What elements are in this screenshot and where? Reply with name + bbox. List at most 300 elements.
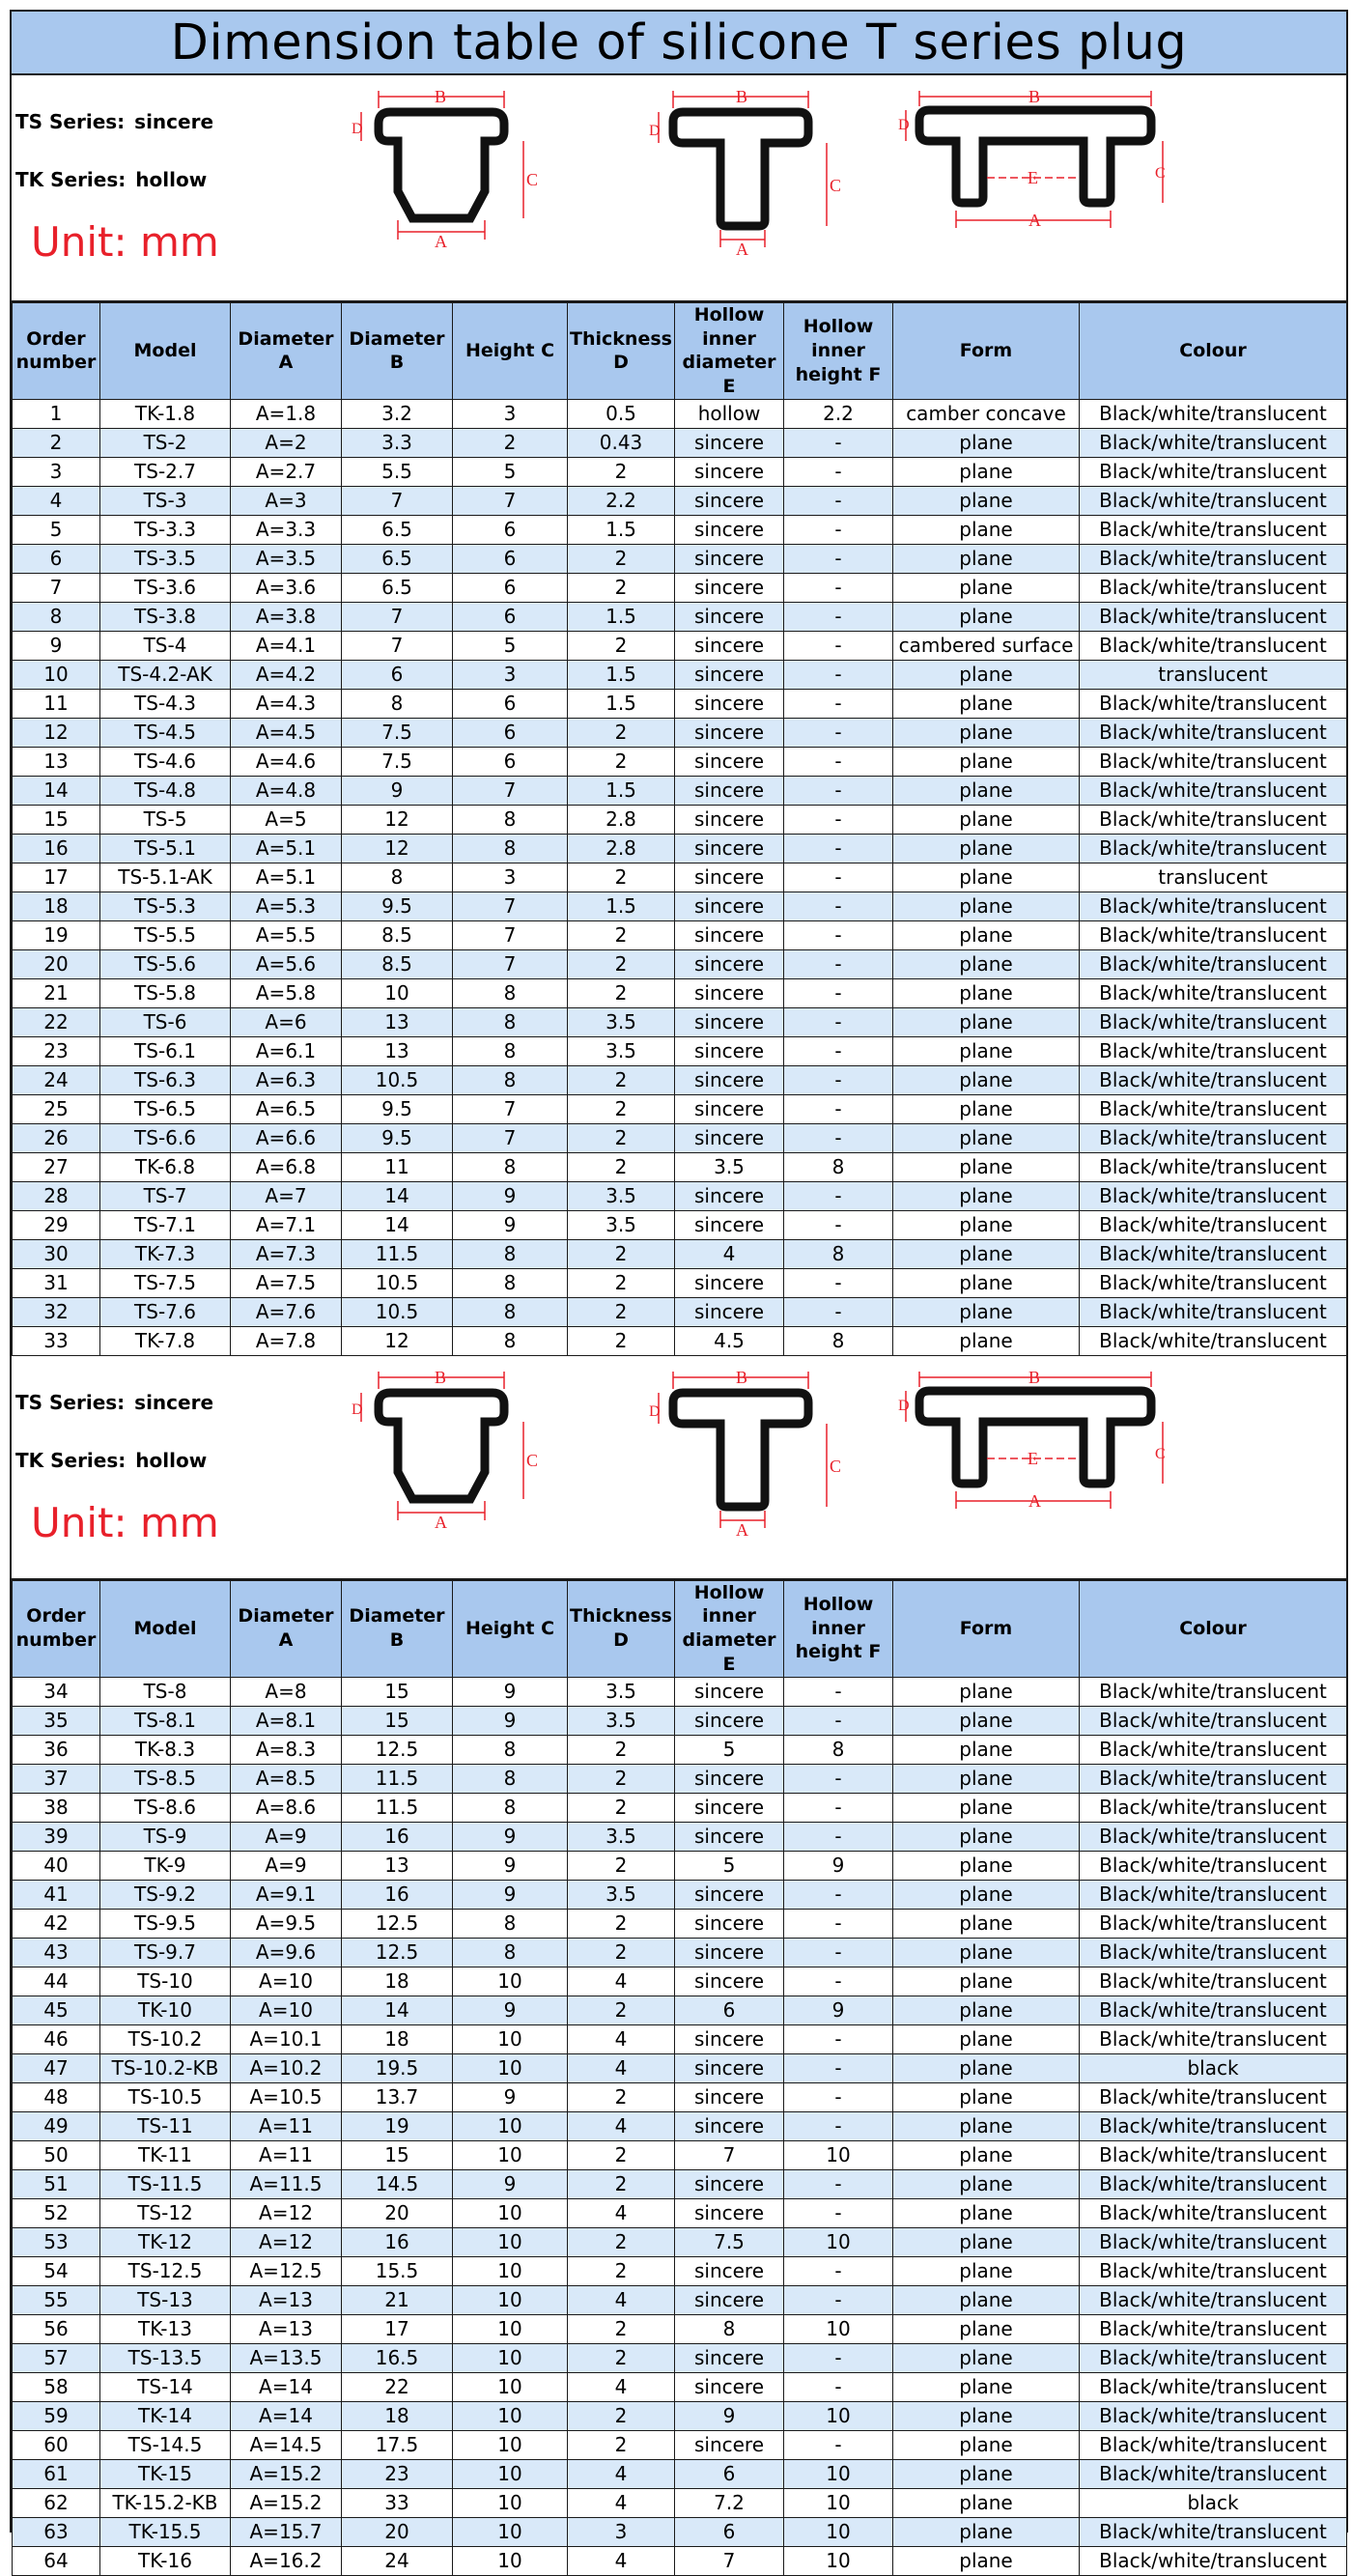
cell-hollow-inner-height-f: - bbox=[784, 689, 893, 718]
cell-thickness-d: 2 bbox=[568, 1239, 675, 1268]
cell-hollow-inner-diameter-e: sincere bbox=[675, 1967, 784, 1996]
cell-model: TK-6.8 bbox=[100, 1152, 231, 1181]
cell-form: plane bbox=[893, 2459, 1080, 2488]
cell-colour: Black/white/translucent bbox=[1080, 1822, 1347, 1851]
cell-diameter-b: 7.5 bbox=[342, 747, 453, 776]
cell-diameter-b: 13 bbox=[342, 1036, 453, 1065]
cell-colour: Black/white/translucent bbox=[1080, 2227, 1347, 2256]
cell-order-number: 27 bbox=[13, 1152, 100, 1181]
cell-order-number: 45 bbox=[13, 1996, 100, 2024]
table-row bbox=[13, 718, 1347, 747]
cell-order-number: 37 bbox=[13, 1764, 100, 1793]
cell-order-number: 6 bbox=[13, 544, 100, 573]
cell-form: plane bbox=[893, 602, 1080, 631]
cell-form: plane bbox=[893, 2285, 1080, 2314]
cell-hollow-inner-height-f: - bbox=[784, 834, 893, 863]
cell-diameter-a: A=13.5 bbox=[231, 2343, 342, 2372]
cell-diameter-b: 23 bbox=[342, 2459, 453, 2488]
cell-diameter-a: A=12 bbox=[231, 2198, 342, 2227]
cell-height-c: 8 bbox=[453, 1909, 568, 1938]
cell-diameter-a: A=14.5 bbox=[231, 2430, 342, 2459]
cell-thickness-d: 2 bbox=[568, 2256, 675, 2285]
cell-height-c: 8 bbox=[453, 1793, 568, 1822]
cell-model: TK-7.3 bbox=[100, 1239, 231, 1268]
cell-hollow-inner-diameter-e: 6 bbox=[675, 2517, 784, 2546]
cell-diameter-a: A=6.6 bbox=[231, 1123, 342, 1152]
cell-hollow-inner-diameter-e: sincere bbox=[675, 892, 784, 920]
cell-colour: Black/white/translucent bbox=[1080, 573, 1347, 602]
cell-order-number: 14 bbox=[13, 776, 100, 805]
cell-hollow-inner-diameter-e: 6 bbox=[675, 1996, 784, 2024]
cell-thickness-d: 2 bbox=[568, 718, 675, 747]
cell-diameter-a: A=14 bbox=[231, 2372, 342, 2401]
cell-form: camber concave bbox=[893, 399, 1080, 428]
dim-label-b-2: B bbox=[736, 1367, 748, 1387]
cell-model: TS-2.7 bbox=[100, 457, 231, 486]
cell-colour: Black/white/translucent bbox=[1080, 689, 1347, 718]
dim-label-e: E bbox=[1028, 168, 1038, 187]
cell-thickness-d: 4 bbox=[568, 2024, 675, 2053]
cell-hollow-inner-height-f: - bbox=[784, 1210, 893, 1239]
cell-model: TS-13.5 bbox=[100, 2343, 231, 2372]
cell-hollow-inner-diameter-e: sincere bbox=[675, 2169, 784, 2198]
cell-hollow-inner-height-f: 2.2 bbox=[784, 399, 893, 428]
cell-hollow-inner-diameter-e: 5 bbox=[675, 1851, 784, 1880]
cell-form: plane bbox=[893, 1764, 1080, 1793]
cell-hollow-inner-height-f: - bbox=[784, 863, 893, 892]
cell-hollow-inner-diameter-e: sincere bbox=[675, 2430, 784, 2459]
cell-hollow-inner-height-f: 10 bbox=[784, 2488, 893, 2517]
cell-model: TS-9 bbox=[100, 1822, 231, 1851]
cell-order-number: 61 bbox=[13, 2459, 100, 2488]
cell-colour: Black/white/translucent bbox=[1080, 2372, 1347, 2401]
cell-hollow-inner-height-f: - bbox=[784, 1677, 893, 1706]
cell-hollow-inner-diameter-e: 5 bbox=[675, 1735, 784, 1764]
cell-diameter-b: 6.5 bbox=[342, 573, 453, 602]
cell-hollow-inner-height-f: - bbox=[784, 602, 893, 631]
cell-form: plane bbox=[893, 2227, 1080, 2256]
table-row bbox=[13, 2401, 1347, 2430]
cell-order-number: 38 bbox=[13, 1793, 100, 1822]
cell-form: plane bbox=[893, 689, 1080, 718]
cell-order-number: 3 bbox=[13, 457, 100, 486]
cell-model: TS-7 bbox=[100, 1181, 231, 1210]
cell-height-c: 10 bbox=[453, 2430, 568, 2459]
cell-height-c: 10 bbox=[453, 2024, 568, 2053]
cell-order-number: 11 bbox=[13, 689, 100, 718]
cell-colour: Black/white/translucent bbox=[1080, 2285, 1347, 2314]
table-row bbox=[13, 805, 1347, 834]
cell-hollow-inner-diameter-e: sincere bbox=[675, 544, 784, 573]
cell-hollow-inner-height-f: - bbox=[784, 2053, 893, 2082]
table-row bbox=[13, 747, 1347, 776]
cell-diameter-a: A=3.8 bbox=[231, 602, 342, 631]
cell-height-c: 9 bbox=[453, 1822, 568, 1851]
cell-thickness-d: 4 bbox=[568, 2546, 675, 2575]
cell-hollow-inner-height-f: - bbox=[784, 660, 893, 689]
cell-hollow-inner-height-f: 10 bbox=[784, 2140, 893, 2169]
cell-model: TS-5.5 bbox=[100, 920, 231, 949]
cell-hollow-inner-diameter-e: 4 bbox=[675, 1239, 784, 1268]
cell-diameter-a: A=7 bbox=[231, 1181, 342, 1210]
cell-diameter-b: 18 bbox=[342, 1967, 453, 1996]
cell-diameter-a: A=9.6 bbox=[231, 1938, 342, 1967]
header-hollow-inner-diameter-e: Hollow inner diameter E bbox=[675, 1580, 784, 1677]
table-row bbox=[13, 660, 1347, 689]
cell-height-c: 10 bbox=[453, 2256, 568, 2285]
cell-diameter-a: A=13 bbox=[231, 2285, 342, 2314]
cell-hollow-inner-height-f: - bbox=[784, 515, 893, 544]
cell-hollow-inner-height-f: 10 bbox=[784, 2401, 893, 2430]
cell-model: TS-3 bbox=[100, 486, 231, 515]
cell-colour: Black/white/translucent bbox=[1080, 1909, 1347, 1938]
cell-colour: Black/white/translucent bbox=[1080, 1181, 1347, 1210]
cell-model: TS-5.3 bbox=[100, 892, 231, 920]
ts-series-label: TS Series: bbox=[15, 1390, 126, 1414]
dim-label-c-3: C bbox=[1155, 165, 1166, 182]
cell-hollow-inner-diameter-e: sincere bbox=[675, 1123, 784, 1152]
cell-colour: Black/white/translucent bbox=[1080, 1793, 1347, 1822]
dim-label-b-3: B bbox=[1028, 87, 1041, 106]
cell-model: TS-10.2 bbox=[100, 2024, 231, 2053]
cell-model: TK-15.5 bbox=[100, 2517, 231, 2546]
cell-thickness-d: 2 bbox=[568, 2082, 675, 2111]
cell-order-number: 62 bbox=[13, 2488, 100, 2517]
cell-diameter-a: A=11 bbox=[231, 2140, 342, 2169]
dimension-sheet bbox=[10, 10, 1348, 2572]
cell-diameter-a: A=6.1 bbox=[231, 1036, 342, 1065]
cell-hollow-inner-height-f: - bbox=[784, 718, 893, 747]
cell-form: plane bbox=[893, 1706, 1080, 1735]
cell-hollow-inner-height-f: - bbox=[784, 573, 893, 602]
cell-diameter-a: A=4.5 bbox=[231, 718, 342, 747]
cell-colour: Black/white/translucent bbox=[1080, 1065, 1347, 1094]
cell-hollow-inner-height-f: - bbox=[784, 1181, 893, 1210]
table-row bbox=[13, 1210, 1347, 1239]
cell-height-c: 7 bbox=[453, 486, 568, 515]
cell-colour: Black/white/translucent bbox=[1080, 2082, 1347, 2111]
cell-colour: Black/white/translucent bbox=[1080, 2111, 1347, 2140]
cell-diameter-a: A=2 bbox=[231, 428, 342, 457]
cell-model: TK-13 bbox=[100, 2314, 231, 2343]
cell-colour: Black/white/translucent bbox=[1080, 2517, 1347, 2546]
cell-order-number: 12 bbox=[13, 718, 100, 747]
cell-diameter-b: 20 bbox=[342, 2198, 453, 2227]
cell-hollow-inner-diameter-e: sincere bbox=[675, 1268, 784, 1297]
cell-hollow-inner-diameter-e: sincere bbox=[675, 2082, 784, 2111]
cell-colour: Black/white/translucent bbox=[1080, 834, 1347, 863]
cell-diameter-a: A=4.1 bbox=[231, 631, 342, 660]
cell-diameter-b: 8.5 bbox=[342, 949, 453, 978]
cell-model: TS-6.1 bbox=[100, 1036, 231, 1065]
table-row bbox=[13, 2198, 1347, 2227]
cell-hollow-inner-diameter-e: sincere bbox=[675, 1036, 784, 1065]
cell-model: TS-10.5 bbox=[100, 2082, 231, 2111]
cell-diameter-a: A=4.6 bbox=[231, 747, 342, 776]
cell-order-number: 13 bbox=[13, 747, 100, 776]
cell-model: TS-4.6 bbox=[100, 747, 231, 776]
dim-label-d-2: D bbox=[649, 1402, 661, 1420]
cell-diameter-a: A=11.5 bbox=[231, 2169, 342, 2198]
cell-colour: Black/white/translucent bbox=[1080, 428, 1347, 457]
cell-thickness-d: 2 bbox=[568, 1094, 675, 1123]
cell-thickness-d: 2 bbox=[568, 1764, 675, 1793]
cell-thickness-d: 2 bbox=[568, 2314, 675, 2343]
cell-form: plane bbox=[893, 2053, 1080, 2082]
cell-diameter-b: 12 bbox=[342, 834, 453, 863]
cell-diameter-a: A=2.7 bbox=[231, 457, 342, 486]
cell-colour: Black/white/translucent bbox=[1080, 1851, 1347, 1880]
dim-label-b-2: B bbox=[736, 87, 748, 106]
cell-form: plane bbox=[893, 1735, 1080, 1764]
cell-hollow-inner-height-f: - bbox=[784, 1268, 893, 1297]
cell-hollow-inner-diameter-e: sincere bbox=[675, 834, 784, 863]
table-row bbox=[13, 2372, 1347, 2401]
cell-form: plane bbox=[893, 1996, 1080, 2024]
cell-hollow-inner-height-f: - bbox=[784, 1123, 893, 1152]
table-row bbox=[13, 515, 1347, 544]
cell-form: plane bbox=[893, 2256, 1080, 2285]
cell-diameter-b: 19.5 bbox=[342, 2053, 453, 2082]
cell-thickness-d: 2 bbox=[568, 1735, 675, 1764]
ts-series-value: sincere bbox=[134, 110, 214, 133]
cell-hollow-inner-height-f: - bbox=[784, 1967, 893, 1996]
cell-hollow-inner-diameter-e: sincere bbox=[675, 1677, 784, 1706]
cell-diameter-b: 21 bbox=[342, 2285, 453, 2314]
cell-colour: Black/white/translucent bbox=[1080, 631, 1347, 660]
cell-hollow-inner-diameter-e: sincere bbox=[675, 1007, 784, 1036]
cell-model: TS-4 bbox=[100, 631, 231, 660]
cell-order-number: 22 bbox=[13, 1007, 100, 1036]
cell-diameter-a: A=5.5 bbox=[231, 920, 342, 949]
cell-hollow-inner-diameter-e: sincere bbox=[675, 2285, 784, 2314]
table-row bbox=[13, 1094, 1347, 1123]
cell-height-c: 6 bbox=[453, 747, 568, 776]
cell-form: plane bbox=[893, 457, 1080, 486]
cell-model: TS-6.6 bbox=[100, 1123, 231, 1152]
cell-form: plane bbox=[893, 544, 1080, 573]
table-row bbox=[13, 2546, 1347, 2575]
cell-hollow-inner-diameter-e: sincere bbox=[675, 1706, 784, 1735]
cell-height-c: 5 bbox=[453, 457, 568, 486]
cell-form: plane bbox=[893, 573, 1080, 602]
unit-label: Unit: mm bbox=[31, 218, 219, 266]
cell-form: plane bbox=[893, 1123, 1080, 1152]
cell-thickness-d: 4 bbox=[568, 2459, 675, 2488]
table-row bbox=[13, 1764, 1347, 1793]
cell-colour: Black/white/translucent bbox=[1080, 920, 1347, 949]
cell-form: plane bbox=[893, 660, 1080, 689]
cell-order-number: 51 bbox=[13, 2169, 100, 2198]
cell-hollow-inner-height-f: - bbox=[784, 747, 893, 776]
dim-label-c: C bbox=[526, 170, 539, 189]
cell-height-c: 8 bbox=[453, 1065, 568, 1094]
cell-diameter-a: A=7.5 bbox=[231, 1268, 342, 1297]
cell-order-number: 34 bbox=[13, 1677, 100, 1706]
cell-colour: Black/white/translucent bbox=[1080, 1036, 1347, 1065]
cell-order-number: 59 bbox=[13, 2401, 100, 2430]
dim-label-a-3: A bbox=[1028, 1490, 1041, 1511]
cell-diameter-a: A=9.5 bbox=[231, 1909, 342, 1938]
table-row bbox=[13, 2459, 1347, 2488]
cell-model: TK-15.2-KB bbox=[100, 2488, 231, 2517]
cell-hollow-inner-diameter-e: sincere bbox=[675, 1822, 784, 1851]
cell-order-number: 30 bbox=[13, 1239, 100, 1268]
table-row bbox=[13, 834, 1347, 863]
cell-diameter-a: A=16.2 bbox=[231, 2546, 342, 2575]
cell-diameter-a: A=7.6 bbox=[231, 1297, 342, 1326]
cell-thickness-d: 4 bbox=[568, 1967, 675, 1996]
header-hollow-inner-diameter-e: Hollow inner diameter E bbox=[675, 303, 784, 400]
cell-model: TS-5.1-AK bbox=[100, 863, 231, 892]
cell-form: plane bbox=[893, 1065, 1080, 1094]
cell-thickness-d: 2 bbox=[568, 2343, 675, 2372]
table-row bbox=[13, 2285, 1347, 2314]
cell-colour: Black/white/translucent bbox=[1080, 399, 1347, 428]
header-height-c: Height C bbox=[453, 303, 568, 400]
cell-diameter-b: 13 bbox=[342, 1007, 453, 1036]
cell-order-number: 50 bbox=[13, 2140, 100, 2169]
cell-diameter-a: A=15.2 bbox=[231, 2459, 342, 2488]
cell-order-number: 21 bbox=[13, 978, 100, 1007]
cell-thickness-d: 2 bbox=[568, 1297, 675, 1326]
cell-hollow-inner-height-f: 8 bbox=[784, 1326, 893, 1355]
cell-form: plane bbox=[893, 747, 1080, 776]
cell-diameter-b: 17 bbox=[342, 2314, 453, 2343]
cell-hollow-inner-diameter-e: sincere bbox=[675, 920, 784, 949]
cell-diameter-a: A=8.3 bbox=[231, 1735, 342, 1764]
table-row bbox=[13, 2430, 1347, 2459]
cell-thickness-d: 2 bbox=[568, 1065, 675, 1094]
cell-hollow-inner-height-f: - bbox=[784, 2372, 893, 2401]
cell-diameter-a: A=6 bbox=[231, 1007, 342, 1036]
cell-diameter-a: A=8 bbox=[231, 1677, 342, 1706]
table-row bbox=[13, 776, 1347, 805]
cell-diameter-b: 14 bbox=[342, 1996, 453, 2024]
cell-hollow-inner-height-f: - bbox=[784, 1065, 893, 1094]
cell-hollow-inner-diameter-e: 7 bbox=[675, 2546, 784, 2575]
cell-hollow-inner-height-f: - bbox=[784, 544, 893, 573]
cell-diameter-b: 14.5 bbox=[342, 2169, 453, 2198]
cell-diameter-b: 8.5 bbox=[342, 920, 453, 949]
cell-diameter-a: A=4.8 bbox=[231, 776, 342, 805]
cell-height-c: 7 bbox=[453, 920, 568, 949]
cell-thickness-d: 2 bbox=[568, 1326, 675, 1355]
cell-height-c: 9 bbox=[453, 2169, 568, 2198]
cell-thickness-d: 2 bbox=[568, 2430, 675, 2459]
cell-diameter-a: A=13 bbox=[231, 2314, 342, 2343]
cell-hollow-inner-height-f: 10 bbox=[784, 2227, 893, 2256]
cell-hollow-inner-diameter-e: 7 bbox=[675, 2140, 784, 2169]
cell-colour: Black/white/translucent bbox=[1080, 457, 1347, 486]
cell-hollow-inner-diameter-e: 9 bbox=[675, 2401, 784, 2430]
cell-hollow-inner-height-f: - bbox=[784, 949, 893, 978]
cell-order-number: 24 bbox=[13, 1065, 100, 1094]
tk-hollow-plug-diagram bbox=[900, 85, 1170, 293]
table-row bbox=[13, 2082, 1347, 2111]
cell-colour: Black/white/translucent bbox=[1080, 602, 1347, 631]
table-row bbox=[13, 1326, 1347, 1355]
cell-thickness-d: 0.43 bbox=[568, 428, 675, 457]
cell-form: plane bbox=[893, 2198, 1080, 2227]
cell-thickness-d: 3.5 bbox=[568, 1706, 675, 1735]
cell-model: TK-7.8 bbox=[100, 1326, 231, 1355]
cell-order-number: 31 bbox=[13, 1268, 100, 1297]
cell-order-number: 29 bbox=[13, 1210, 100, 1239]
cell-height-c: 9 bbox=[453, 1880, 568, 1909]
cell-diameter-b: 12.5 bbox=[342, 1909, 453, 1938]
dim-label-e: E bbox=[1028, 1448, 1038, 1468]
cell-model: TS-11.5 bbox=[100, 2169, 231, 2198]
cell-colour: Black/white/translucent bbox=[1080, 1764, 1347, 1793]
cell-hollow-inner-diameter-e: sincere bbox=[675, 776, 784, 805]
cell-model: TS-4.5 bbox=[100, 718, 231, 747]
cell-height-c: 8 bbox=[453, 1326, 568, 1355]
cell-form: plane bbox=[893, 2314, 1080, 2343]
cell-height-c: 8 bbox=[453, 805, 568, 834]
cell-diameter-b: 3.3 bbox=[342, 428, 453, 457]
cell-diameter-a: A=4.3 bbox=[231, 689, 342, 718]
cell-form: plane bbox=[893, 1239, 1080, 1268]
cell-order-number: 5 bbox=[13, 515, 100, 544]
cell-hollow-inner-height-f: 10 bbox=[784, 2517, 893, 2546]
cell-form: plane bbox=[893, 1677, 1080, 1706]
cell-form: plane bbox=[893, 978, 1080, 1007]
cell-diameter-b: 15 bbox=[342, 2140, 453, 2169]
cell-form: plane bbox=[893, 863, 1080, 892]
table-row bbox=[13, 1123, 1347, 1152]
cell-thickness-d: 2.2 bbox=[568, 486, 675, 515]
cell-diameter-b: 12 bbox=[342, 805, 453, 834]
cell-thickness-d: 2 bbox=[568, 1123, 675, 1152]
cell-order-number: 48 bbox=[13, 2082, 100, 2111]
cell-order-number: 44 bbox=[13, 1967, 100, 1996]
cell-diameter-b: 9 bbox=[342, 776, 453, 805]
cell-order-number: 58 bbox=[13, 2372, 100, 2401]
table-row bbox=[13, 892, 1347, 920]
cell-diameter-a: A=12.5 bbox=[231, 2256, 342, 2285]
table-row bbox=[13, 544, 1347, 573]
table-row bbox=[13, 1938, 1347, 1967]
cell-diameter-b: 10.5 bbox=[342, 1268, 453, 1297]
table-row bbox=[13, 486, 1347, 515]
cell-model: TS-8.6 bbox=[100, 1793, 231, 1822]
cell-colour: Black/white/translucent bbox=[1080, 2401, 1347, 2430]
tk-series-line bbox=[15, 168, 207, 191]
table-row bbox=[13, 920, 1347, 949]
dim-label-a-2: A bbox=[736, 1519, 748, 1540]
dim-label-a-2: A bbox=[736, 240, 748, 259]
cell-diameter-b: 19 bbox=[342, 2111, 453, 2140]
cell-diameter-a: A=6.3 bbox=[231, 1065, 342, 1094]
cell-order-number: 63 bbox=[13, 2517, 100, 2546]
cell-hollow-inner-height-f: - bbox=[784, 2111, 893, 2140]
cell-height-c: 10 bbox=[453, 2314, 568, 2343]
cell-diameter-a: A=5.6 bbox=[231, 949, 342, 978]
cell-colour: Black/white/translucent bbox=[1080, 949, 1347, 978]
cell-hollow-inner-diameter-e: sincere bbox=[675, 1909, 784, 1938]
cell-hollow-inner-diameter-e: sincere bbox=[675, 2111, 784, 2140]
table-row bbox=[13, 602, 1347, 631]
cell-diameter-b: 14 bbox=[342, 1210, 453, 1239]
cell-hollow-inner-height-f: - bbox=[784, 428, 893, 457]
cell-model: TS-4.2-AK bbox=[100, 660, 231, 689]
cell-colour: Black/white/translucent bbox=[1080, 1297, 1347, 1326]
table-row bbox=[13, 689, 1347, 718]
dim-label-c: C bbox=[526, 1450, 539, 1470]
header-form: Form bbox=[893, 303, 1080, 400]
cell-hollow-inner-diameter-e: sincere bbox=[675, 457, 784, 486]
